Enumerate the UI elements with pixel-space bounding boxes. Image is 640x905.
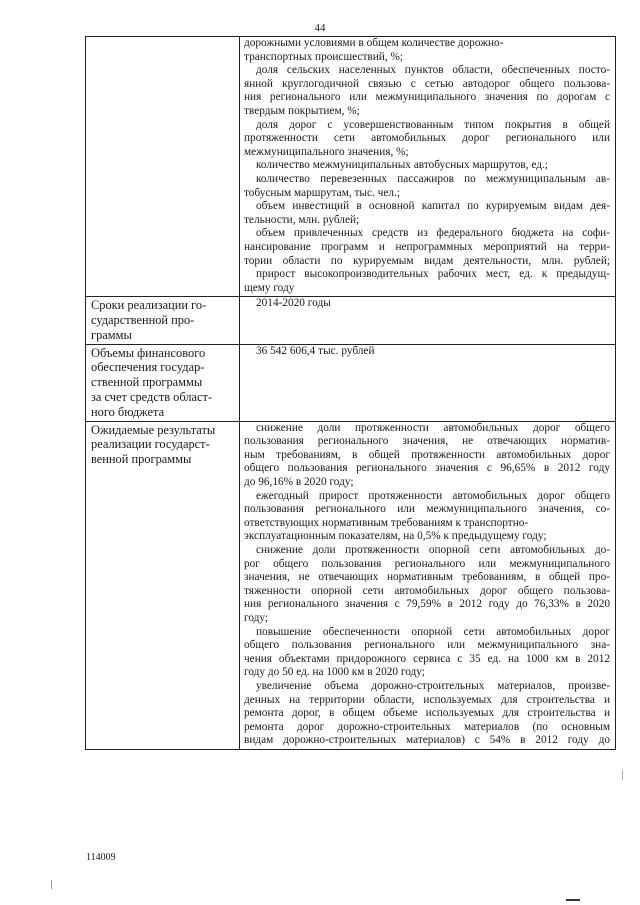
content-line: прирост высокопроизводительных рабочих мест, ед. к предыдущ- bbox=[256, 268, 610, 281]
content-line: видам дорожно-строительных материалов) с 54% в 2012 году до bbox=[244, 734, 610, 747]
table-row bbox=[86, 297, 616, 344]
program-passport-table bbox=[85, 36, 616, 750]
row-label-line: за счет средств област- bbox=[91, 390, 213, 405]
row-content-cell bbox=[240, 297, 616, 344]
scan-artifact bbox=[622, 770, 623, 780]
content-line: общего пользования регионального или межмуниципального зна- bbox=[244, 639, 610, 652]
row-label-line: Объемы финансового bbox=[91, 345, 206, 360]
content-line: объем привлеченных средств из федерального бюджета на софи- bbox=[256, 227, 610, 240]
page-number: 44 bbox=[314, 22, 326, 34]
content-line: эксплуатационным показателям, на 0,5% к предыдущему году; bbox=[244, 530, 547, 543]
content-line: тобусным маршрутам, тыс. чел.; bbox=[244, 186, 400, 199]
content-line: ремонта дорог дорожно-строительных материалов (по основным bbox=[244, 720, 610, 733]
content-line: тяженности опорной сети автомобильных дорог общего пользова- bbox=[244, 584, 610, 597]
content-line: 2014-2020 годы bbox=[256, 297, 331, 310]
content-line: ежегодный прирост протяженности автомобильных дорог общего bbox=[256, 489, 610, 502]
content-line: рог общего пользования регионального или межмуниципального bbox=[244, 557, 610, 570]
row-label-cell bbox=[86, 37, 240, 297]
document-code: 114009 bbox=[86, 852, 116, 863]
content-line: тельности, млн. рублей; bbox=[244, 213, 360, 226]
content-line: году до 50 ед. на 1000 км в 2020 году; bbox=[244, 666, 425, 679]
content-line: твердым покрытием, %; bbox=[244, 104, 360, 117]
row-label-line: граммы bbox=[91, 327, 132, 342]
content-line: до 96,16% в 2020 году; bbox=[244, 476, 354, 489]
content-line: 36 542 606,4 тыс. рублей bbox=[256, 344, 375, 357]
row-label-line: ного бюджета bbox=[91, 404, 165, 419]
content-line: доля дорог с усовершенствованным типом покрытия в общей bbox=[256, 118, 610, 131]
content-line: транспортных происшествий, %; bbox=[244, 50, 404, 63]
row-label-line: ственной программы bbox=[91, 375, 203, 390]
row-label-line: венной программы bbox=[91, 452, 192, 467]
row-content-cell bbox=[240, 421, 616, 749]
row-label-cell bbox=[86, 421, 240, 749]
content-line: ремонта дорог, в общем объеме используемых для строительства и bbox=[244, 707, 610, 720]
content-line: ния регионального или межмуниципального значения по дорогам с bbox=[244, 91, 610, 104]
scan-artifact bbox=[566, 899, 580, 901]
content-line: денных на территории области, используемых для строительства и bbox=[244, 693, 610, 706]
content-line: межмуниципального значения, %; bbox=[244, 145, 409, 158]
content-line: пользования регионального значения, не отвечающих норматив- bbox=[244, 435, 610, 448]
content-line: ным требованиям, в общей протяженности автомобильных дорог bbox=[244, 448, 610, 461]
table-row bbox=[86, 421, 616, 749]
row-label-line: Сроки реализации го- bbox=[91, 298, 207, 313]
content-line: протяженности сети автомобильных дорог регионального или bbox=[244, 132, 610, 145]
table-row bbox=[86, 37, 616, 297]
row-label-line: реализации государст- bbox=[91, 437, 210, 452]
content-line: значения, не отвечающих нормативным требованиям, в общей про- bbox=[244, 571, 610, 584]
row-label-line: обеспечения государ- bbox=[91, 360, 205, 375]
row-label-cell bbox=[86, 344, 240, 421]
content-line: снижение доли протяженности опорной сети автомобильных до- bbox=[256, 544, 610, 556]
content-line: тории области по курируемым видам деятельности, млн. рублей; bbox=[244, 254, 610, 267]
content-line: пользования регионального или межмуниципального значения, со- bbox=[244, 503, 610, 516]
content-line: повышение обеспеченности опорной сети автомобильных дорог bbox=[256, 625, 610, 638]
content-line: нансирование программ и непрограммных мероприятий на терри- bbox=[244, 240, 610, 253]
row-content-cell bbox=[240, 344, 616, 421]
content-line: ния регионального значения с 79,59% в 2012 году до 76,33% в 2020 bbox=[244, 598, 610, 611]
table-row bbox=[86, 344, 616, 421]
content-line: доля сельских населенных пунктов области, обеспеченных посто- bbox=[256, 64, 610, 77]
content-line: янной круглогодичной связью с сетью автодорог общего пользова- bbox=[244, 77, 610, 90]
content-line: объем инвестиций в основной капитал по курируемым видам дея- bbox=[256, 200, 610, 213]
content-line: щему году bbox=[244, 281, 295, 294]
content-line: увеличение объема дорожно-строительных материалов, произве- bbox=[256, 679, 610, 692]
content-line: общего пользования регионального значения с 96,65% в 2012 году bbox=[244, 462, 610, 475]
content-line: чения объектами придорожного сервиса с 35 ед. на 1000 км в 2012 bbox=[244, 652, 610, 665]
content-line: дорожными условиями в общем количестве дорожно- bbox=[244, 37, 504, 49]
content-line: ответствующих нормативным требованиям к транспортно- bbox=[244, 516, 529, 529]
row-label-cell bbox=[86, 297, 240, 344]
content-line: количество перевезенных пассажиров по межмуниципальным ав- bbox=[256, 172, 610, 185]
row-content-cell bbox=[240, 37, 616, 297]
content-line: снижение доли протяженности автомобильных дорог общего bbox=[256, 421, 610, 434]
content-line: году; bbox=[244, 611, 269, 624]
row-label-line: Ожидаемые результаты bbox=[91, 422, 216, 437]
scan-artifact bbox=[51, 880, 52, 889]
content-line: количество межмуниципальных автобусных маршрутов, ед.; bbox=[256, 159, 548, 172]
row-label-line: сударственной про- bbox=[91, 313, 195, 328]
